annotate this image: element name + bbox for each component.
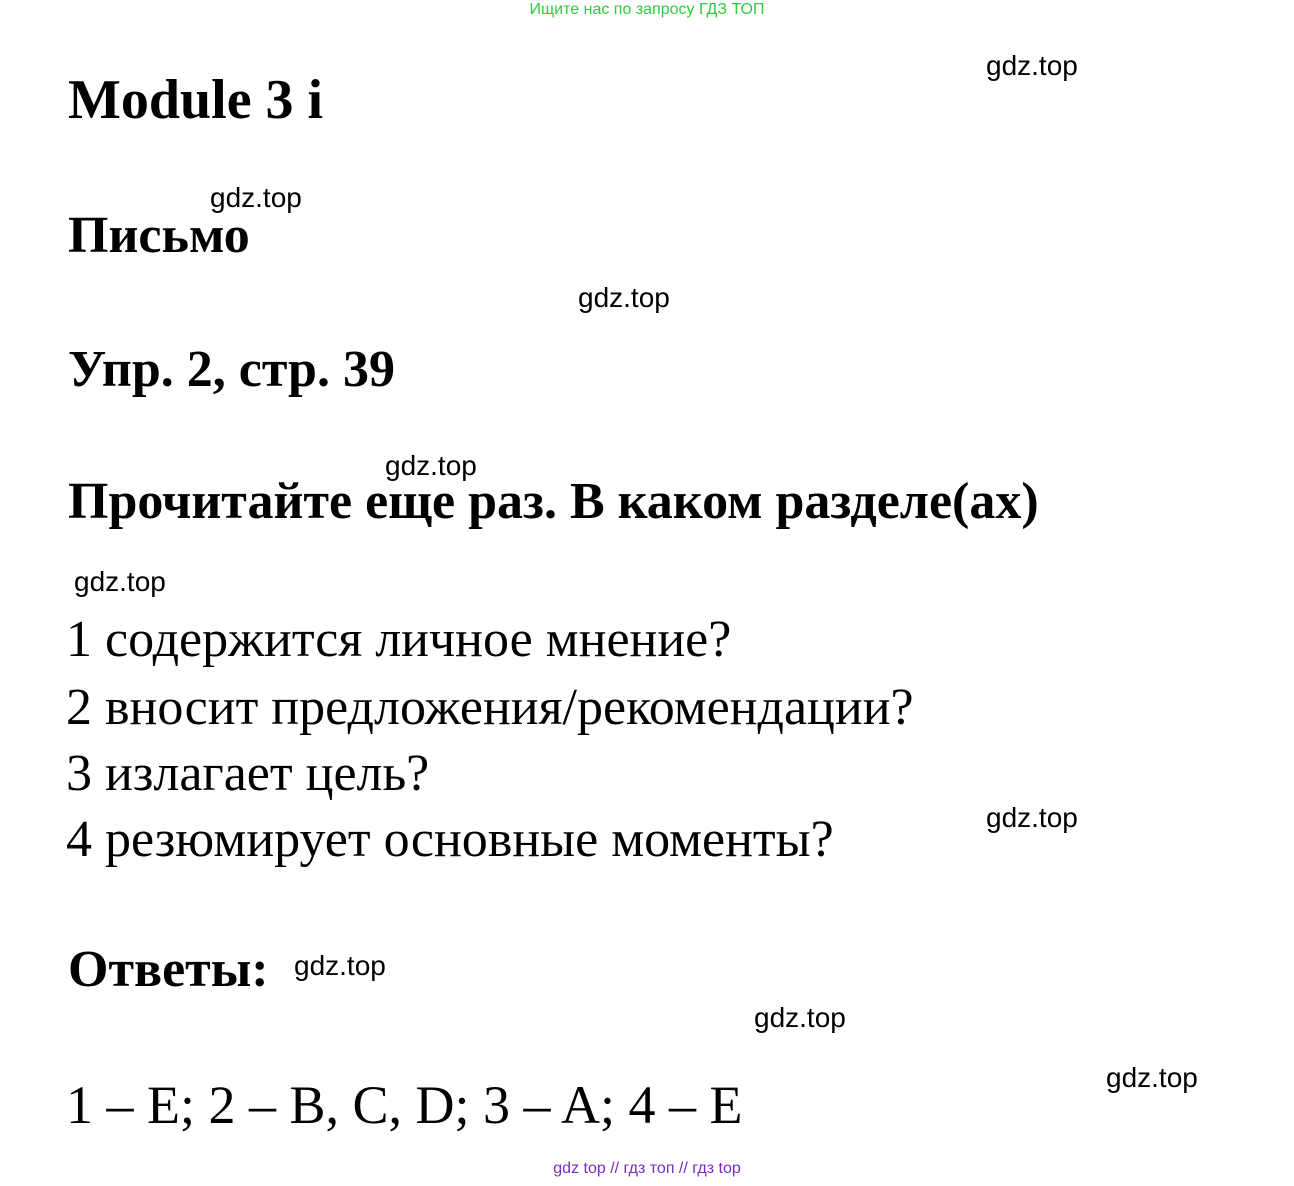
answers-text: 1 – E; 2 – B, C, D; 3 – A; 4 – E bbox=[66, 1075, 743, 1135]
question-item: 3 излагает цель? bbox=[66, 745, 430, 802]
watermark: gdz.top bbox=[74, 566, 166, 597]
task-instruction: Прочитайте еще раз. В каком разделе(ах) bbox=[68, 473, 1039, 530]
watermark: gdz.top bbox=[578, 282, 670, 313]
answers-heading: Ответы: bbox=[68, 941, 269, 998]
footer-links[interactable]: gdz top // гдз топ // гдз top bbox=[553, 1160, 741, 1177]
watermark: gdz.top bbox=[294, 950, 386, 981]
question-item: 4 резюмирует основные моменты? bbox=[66, 811, 834, 868]
watermark: gdz.top bbox=[385, 450, 477, 481]
top-banner[interactable]: Ищите нас по запросу ГДЗ ТОП bbox=[529, 1, 765, 18]
watermark: gdz.top bbox=[1106, 1062, 1198, 1093]
section-title: Письмо bbox=[68, 207, 250, 264]
exercise-title: Упр. 2, стр. 39 bbox=[68, 341, 395, 398]
question-item: 1 содержится личное мнение? bbox=[66, 611, 732, 668]
question-item: 2 вносит предложения/рекомендации? bbox=[66, 679, 914, 736]
module-title: Module 3 i bbox=[68, 69, 324, 131]
watermark: gdz.top bbox=[754, 1002, 846, 1033]
watermark: gdz.top bbox=[986, 802, 1078, 833]
watermark: gdz.top bbox=[210, 182, 302, 213]
watermark: gdz.top bbox=[986, 50, 1078, 81]
